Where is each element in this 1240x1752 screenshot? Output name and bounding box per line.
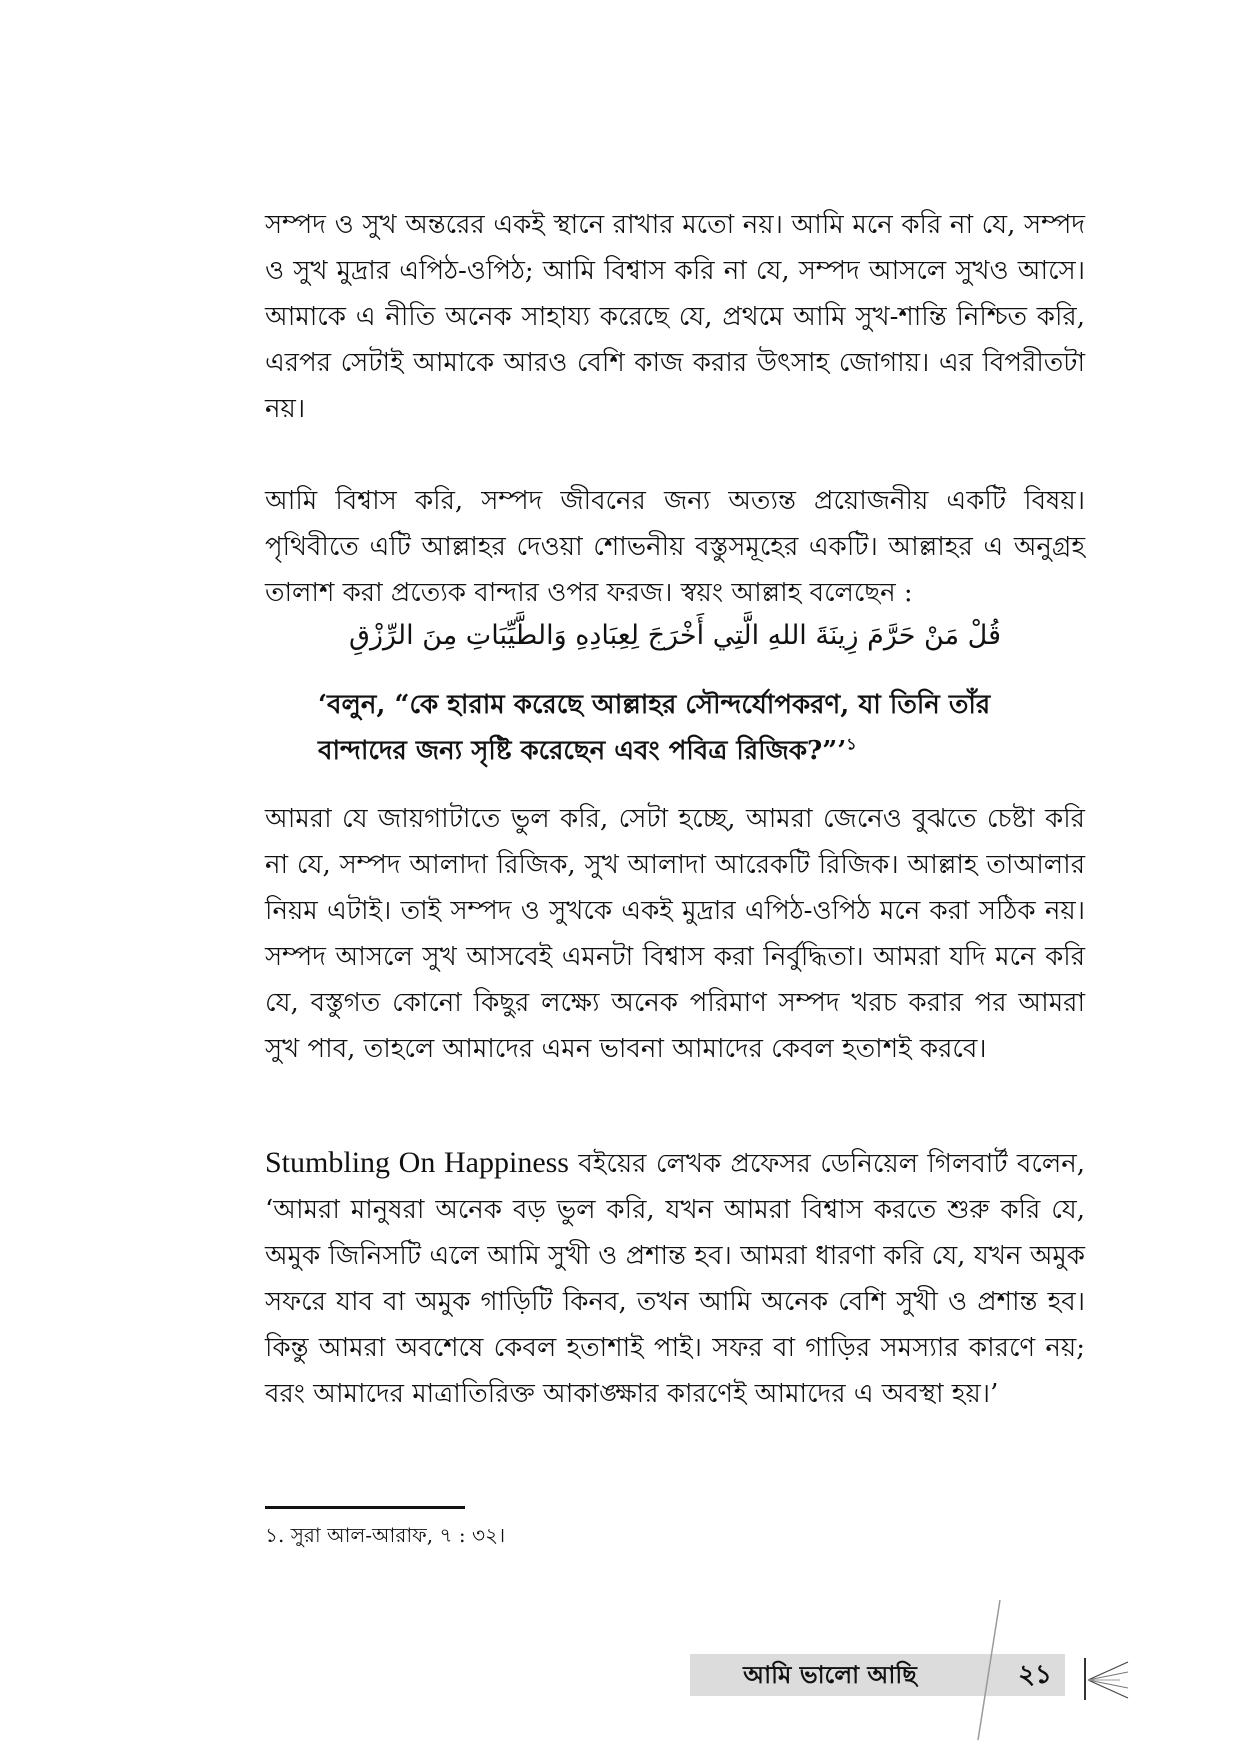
paragraph-4 <box>265 1140 1085 1417</box>
paragraph-4-text <box>265 1140 1085 1417</box>
footnote-marker: ১ <box>846 734 857 754</box>
verse-translation-quote <box>318 682 1058 774</box>
footnote: ১. সুরা আল-আরাফ, ৭ : ৩২। <box>265 1523 506 1547</box>
running-title: আমি ভালো আছি <box>743 1660 917 1689</box>
arabic-verse: قُلْ مَنْ حَرَّمَ زِينَةَ اللهِ الَّتِي أَخْرَجَ لِعِبَادِهِ وَالطَّيِّبَاتِ مِنَ الرِّزْقِ <box>349 620 1001 651</box>
paragraph-3 <box>265 796 1085 1072</box>
paragraph-1-text: সম্পদ ও সুখ অন্তরের একই স্থানে রাখার মতো নয়। আমি মনে করি না যে, সম্পদ ও সুখ মুদ্রার এপিঠ-ওপিঠ; আমি বিশ্বাস করি না যে, সম্পদ আসলে সুখও আসে। আমাকে এ নীতি অনেক সাহায্য করেছে যে, প্রথমে আমি সুখ-শান্তি নিশ্চিত করি, এরপর সেটাই আমাকে আরও বেশি কাজ করার উৎসাহ জোগায়। এর বিপরীতটা নয়। <box>265 210 1085 424</box>
paragraph-4-rest: বইয়ের লেখক প্রফেসর ডেনিয়েল গিলবার্ট বলেন, ‘আমরা মানুষরা অনেক বড় ভুল করি, যখন আমরা বিশ্বাস করতে শুরু করি যে, অমুক জিনিসটি এলে আমি সুখী ও প্রশান্ত হব। আমরা ধারণা করি যে, যখন অমুক সফরে যাব বা অমুক গাড়িটি কিনব, তখন আমি অনেক বেশি সুখী ও প্রশান্ত হব। কিন্তু আমরা অবশেষে কেবল হতাশাই পাই। সফর বা গাড়ির সমস্যার কারণে নয়; বরং আমাদের মাত্রাতিরিক্ত আকাঙ্ক্ষার কারণেই আমাদের এ অবস্থা হয়।’ <box>265 1149 1085 1409</box>
footer-decoration <box>960 1600 1130 1740</box>
paragraph-1 <box>265 202 1085 432</box>
paragraph-2-text: আমি বিশ্বাস করি, সম্পদ জীবনের জন্য অত্যন্ত প্রয়োজনীয় একটি বিষয়। পৃথিবীতে এটি আল্লাহর দেওয়া শোভনীয় বস্তুসমূহের একটি। আল্লাহর এ অনুগ্রহ তালাশ করা প্রত্যেক বান্দার ওপর ফরজ। স্বয়ং আল্লাহ বলেছেন : <box>265 486 1085 608</box>
book-title: Stumbling On Happiness <box>265 1146 569 1179</box>
footnote-divider <box>265 1506 465 1509</box>
page-number: ২১ <box>1018 1660 1052 1690</box>
quote-text: ‘বলুন, “কে হারাম করেছে আল্লাহর সৌন্দর্যোপকরণ, যা তিনি তাঁর বান্দাদের জন্য সৃষ্টি করেছেন এবং পবিত্র রিজিক?”’ <box>318 690 991 766</box>
paragraph-2 <box>265 478 1085 616</box>
paragraph-3-text: আমরা যে জায়গাটাতে ভুল করি, সেটা হচ্ছে, আমরা জেনেও বুঝতে চেষ্টা করি না যে, সম্পদ আলাদা রিজিক, সুখ আলাদা আরেকটি রিজিক। আল্লাহ তাআলার নিয়ম এটাই। তাই সম্পদ ও সুখকে একই মুদ্রার এপিঠ-ওপিঠ মনে করা সঠিক নয়। সম্পদ আসলে সুখ আসবেই এমনটা বিশ্বাস করা নির্বুদ্ধিতা। আমরা যদি মনে করি যে, বস্তুগত কোনো কিছুর লক্ষ্যে অনেক পরিমাণ সম্পদ খরচ করার পর আমরা সুখ পাব, তাহলে আমাদের এমন ভাবনা আমাদের কেবল হতাশই করবে। <box>265 804 1085 1064</box>
